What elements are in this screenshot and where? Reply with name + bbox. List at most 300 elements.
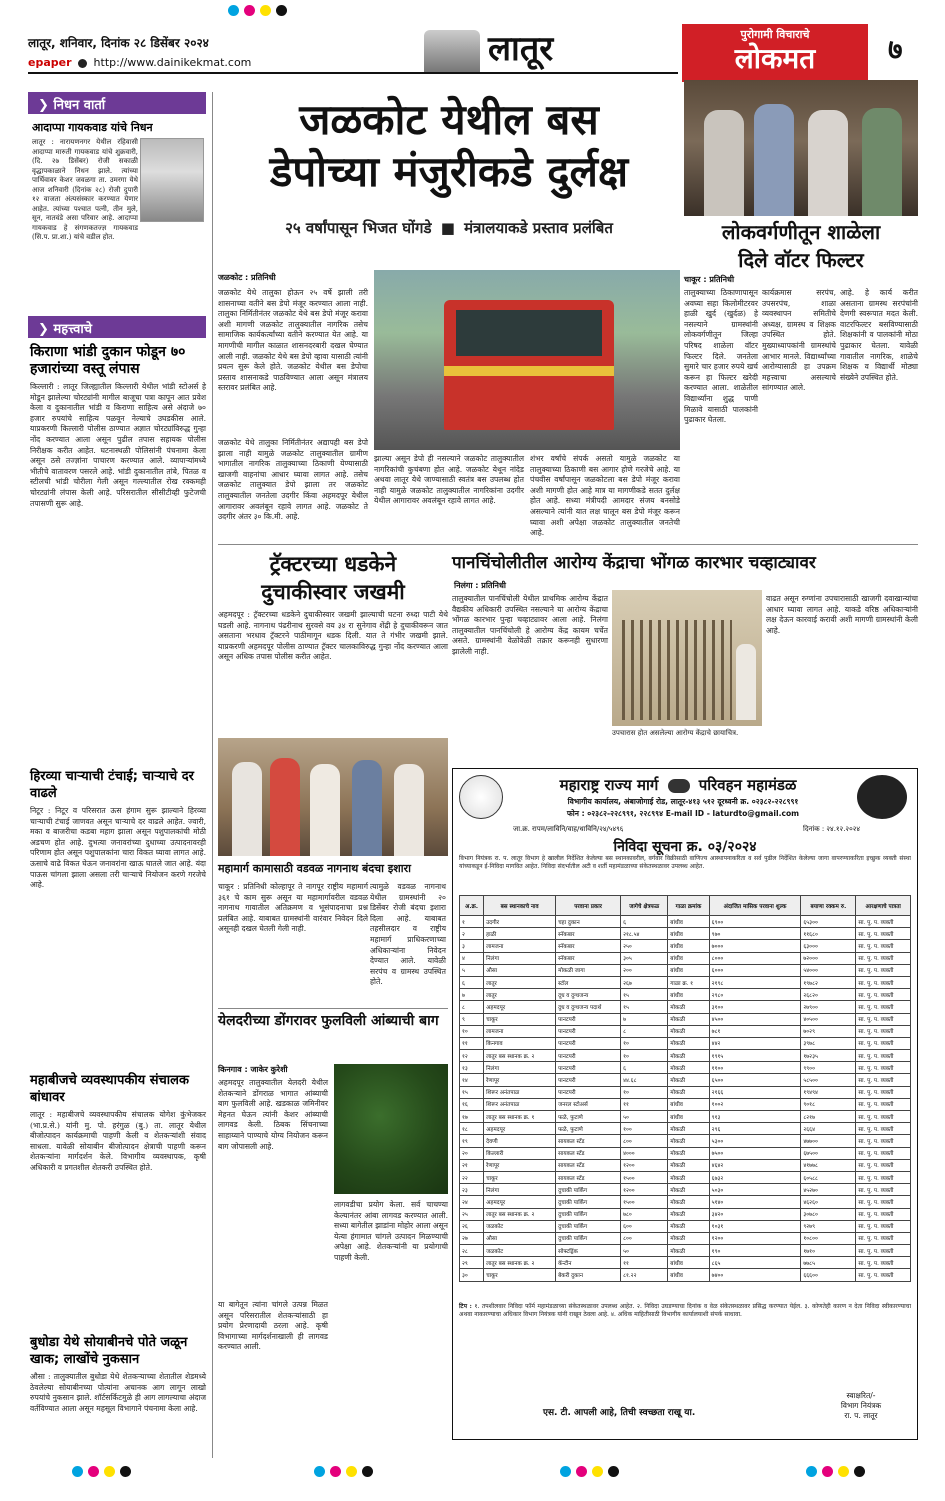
table-cell: पानटपरी <box>556 1086 621 1098</box>
table-cell: अहमदपूर <box>484 1001 556 1013</box>
table-header-cell: अ.क्र. <box>460 896 484 916</box>
table-cell: मोकळी <box>668 1001 709 1013</box>
obituary-tag-label: निधन वार्ता <box>53 98 106 113</box>
table-cell: सा. पु. प. व्यक्ती <box>856 1232 911 1244</box>
section-title: लातूर <box>488 29 554 69</box>
table-cell: १३ <box>460 1062 484 1074</box>
highway-photo <box>218 738 448 856</box>
table-cell: २६ <box>460 1220 484 1232</box>
sign-line-2: विभाग नियंत्रक <box>840 1401 882 1410</box>
table-cell: मोकळी <box>668 1208 709 1220</box>
table-cell: ७०२९ <box>801 1025 856 1037</box>
people-shape <box>394 764 424 856</box>
table-cell: किल्लारी <box>484 1147 556 1159</box>
table-cell: देवणी <box>484 1135 556 1147</box>
health-body-a: तालुक्यातील पानचिंचोली येथील प्राथमिक आरोग्य केंद्रात वैद्यकीय अधिकारी उपस्थित नसल्याने या आरोग्य केंद्राचा भोंगळ कारभार पुन्हा चव्हाट्यावर आला आहे. निलंगा तालुक्यातील पानचिंचोली हे आरोग्य केंद्र कायम चर्चेत असते. ग्रामस्थांनी वेळोवेळी तक्रार करूनही सुधारणा झालेली नाही. <box>452 594 608 656</box>
table-cell: स्टॉल <box>556 976 621 988</box>
table-cell: सा. पु. प. व्यक्ती <box>856 1050 911 1062</box>
table-cell: सा. पु. प. व्यक्ती <box>856 1171 911 1183</box>
table-cell: फळे, फुटाणे <box>556 1123 621 1135</box>
chevron-icon: ❯ <box>38 322 49 337</box>
table-row <box>460 1062 911 1074</box>
table-cell: उदगीर <box>484 916 556 928</box>
table-cell: ८ <box>621 1025 668 1037</box>
table-cell: १५ <box>460 1086 484 1098</box>
table-cell: हाळी <box>484 928 556 940</box>
yellow-dot <box>260 5 271 16</box>
table-cell: ७००० <box>709 940 801 952</box>
table-cell: बांधीव <box>668 964 709 976</box>
table-cell: ८२१७ <box>801 1111 856 1123</box>
table-cell: जनरल स्टोअर्स <box>556 1098 621 1110</box>
yellow-dot <box>346 1466 357 1477</box>
table-cell: मोकळी <box>668 1062 709 1074</box>
table-cell: १० <box>621 1086 668 1098</box>
news1-title: किराणा भांडी दुकान फोडून ७० हजारांच्या वस्तू लंपास <box>30 344 186 377</box>
table-cell: ७४०० <box>709 1269 801 1281</box>
table-cell: सा. पु. प. व्यक्ती <box>856 1086 911 1098</box>
table-cell: स्नॅकबार <box>556 940 621 952</box>
section-rule <box>218 544 918 545</box>
tender-table-wrap <box>459 895 911 1282</box>
brand-box <box>682 24 868 82</box>
table-cell: निलंगा <box>484 1184 556 1196</box>
important-tag <box>28 316 206 338</box>
water-byline: चाकूर : प्रतिनिधी <box>684 275 735 284</box>
table-cell: पानटपरी <box>556 1062 621 1074</box>
table-cell: ६ <box>621 1062 668 1074</box>
table-row <box>460 1220 911 1232</box>
table-cell: ९ <box>460 1013 484 1025</box>
deck-separator: ■ <box>440 219 455 237</box>
mango-body-c: लागवडीचा प्रयोग केला. सर्व चाचण्या केल्यानंतर आंबा लागवड करण्यात आली. सध्या बागेतील झाडांना मोहोर आला असून येत्या हंगामात चांगले उत्पादन मिळण्याची अपेक्षा आहे. शेतकऱ्यांनी या प्रयोगाची पाहणी केली. <box>334 1200 449 1262</box>
table-cell: २१८.५४ <box>621 928 668 940</box>
table-row <box>460 1232 911 1244</box>
people-shape <box>754 104 794 216</box>
table-cell: ३ <box>460 940 484 952</box>
table-cell: मोकळी जागा <box>556 964 621 976</box>
table-cell: सा. पु. प. व्यक्ती <box>856 1147 911 1159</box>
table-cell: अहमदपूर <box>484 1196 556 1208</box>
table-cell: ११०० <box>709 1062 801 1074</box>
table-cell: १९७८२ <box>801 976 856 988</box>
table-cell: मोकळी <box>668 1123 709 1135</box>
table-header-cell: बयाणा रक्कम रु. <box>801 896 856 916</box>
table-cell: २१ <box>460 1159 484 1171</box>
tender-motto: एस. टी. आपली आहे, तिची स्वच्छता राखू या. <box>543 1408 696 1418</box>
table-cell: १०८०० <box>801 1232 856 1244</box>
table-cell: ९०१८ <box>801 1098 856 1110</box>
table-cell: बांधीव <box>668 1257 709 1269</box>
table-cell: अहमदपूर <box>484 1123 556 1135</box>
table-cell: ८ <box>460 1001 484 1013</box>
table-cell: २५० <box>621 940 668 952</box>
bus-deck-1: २५ वर्षांपासून भिजत घोंगडे <box>285 219 432 237</box>
table-cell: लातूर बस स्थानक क्र. १ <box>484 1111 556 1123</box>
table-cell: १७२३५ <box>801 1050 856 1062</box>
table-cell: निलंगा <box>484 952 556 964</box>
table-cell: बांधीव <box>668 928 709 940</box>
table-cell: १२ <box>460 1050 484 1062</box>
table-cell: सायकल स्टँड <box>556 1159 621 1171</box>
table-row <box>460 1196 911 1208</box>
table-row <box>460 1037 911 1049</box>
table-cell: सायकल स्टँड <box>556 1171 621 1183</box>
table-cell: ६७३२ <box>709 1171 801 1183</box>
table-row <box>460 989 911 1001</box>
table-cell: स्नॅकबार <box>556 928 621 940</box>
table-cell: चहा दुकान <box>556 916 621 928</box>
registration-marks-bottom <box>0 1462 945 1492</box>
table-cell: सा. पु. प. व्यक्ती <box>856 1111 911 1123</box>
table-cell: ५३०० <box>709 1135 801 1147</box>
table-cell: ९१३ <box>709 1111 801 1123</box>
cyan-dot <box>72 1466 83 1477</box>
bus-photo <box>374 270 680 450</box>
bus-stripe <box>444 366 614 376</box>
table-cell: सा. पु. प. व्यक्ती <box>856 1098 911 1110</box>
mango-orchard-photo <box>334 1064 448 1194</box>
water-body-a: तालुक्याच्या ठिकाणापासून अवघ्या सहा किलोमीटरवर हाळी खुर्द (खुर्दळ) हे नसल्याने ग्रामस्थांनी लोकवर्गणीतून जिल्हा परिषद शाळेला वॉटर फिल्टर दिले. जनतेला सुमारे चार हजार रुपये खर्च करून हा फिल्टर खरेदी करण्यात आला. शाळेतील विद्यार्थ्यांना शुद्ध पाणी मिळावे यासाठी पालकांनी पुढाकार घेतला. <box>684 288 758 425</box>
registration-marks-top <box>0 0 945 20</box>
table-cell: २९ <box>460 1257 484 1269</box>
table-cell: सा. पु. प. व्यक्ती <box>856 976 911 988</box>
table-cell: पानटपरी <box>556 1074 621 1086</box>
magenta-dot <box>330 1466 341 1477</box>
table-cell: दुचाकी पार्किंग <box>556 1220 621 1232</box>
page-number: ७ <box>888 33 903 66</box>
yellow-dot <box>838 1466 849 1477</box>
table-cell: २६६४ <box>801 1123 856 1135</box>
table-cell: सोफ्टड्रिंक <box>556 1245 621 1257</box>
table-cell: १ <box>460 916 484 928</box>
table-cell: १० <box>621 1037 668 1049</box>
table-cell: किनगाव <box>484 1037 556 1049</box>
water-headline-2: दिले वॉटर फिल्टर <box>738 248 864 272</box>
table-cell: ६५०० <box>709 1074 801 1086</box>
table-cell: १५ <box>621 1001 668 1013</box>
table-cell: ९७० <box>709 928 801 940</box>
table-cell: कॅन्टीन <box>556 1257 621 1269</box>
table-cell: २३ <box>460 1184 484 1196</box>
bus-deck <box>218 218 680 238</box>
epaper-label <box>28 56 251 69</box>
health-byline: निलंगा : प्रतिनिधी <box>454 581 506 590</box>
tender-org <box>513 775 843 795</box>
table-cell: सा. पु. प. व्यक्ती <box>856 989 911 1001</box>
table-cell: २०० <box>621 964 668 976</box>
table-cell: सा. पु. प. व्यक्ती <box>856 916 911 928</box>
news2-body: निटूर : निटूर व परिसरात ऊस हंगाम सुरू झाल्याने हिरव्या चाऱ्याची टंचाई जाणवत असून चाऱ्याचे दर वाढले आहेत. ज्वारी, मका व बाजरीचा कडबा महाग झाला असून पशुपालकांची मोठी अडचण होत आहे. दुभत्या जनावरांच्या दुधाच्या उत्पादनावरही परिणाम होत असून पशुपालकांना चारा विकत घ्यावा लागत आहे. ऊसाचे वाढे विकत घेऊन जनावरांना खाऊ घातले जात आहे. यंदा पाऊस चांगला झाला असला तरी चाऱ्याचे नियोजन करणे गरजेचे आहे. <box>30 806 206 890</box>
table-cell: दुध व दुग्धजन्य पदार्थ <box>556 1001 621 1013</box>
sign-line-3: रा. प. लातूर <box>844 1411 878 1420</box>
table-cell: ३४२० <box>709 1208 801 1220</box>
tender-title: निविदा सूचना क्र. ०३/२०२४ <box>613 839 757 855</box>
table-cell: बांधीव <box>668 940 709 952</box>
news2-title: हिरव्या चाऱ्याची टंचाई; चाऱ्याचे दर वाढले <box>30 769 194 801</box>
table-cell: १००२ <box>709 1098 801 1110</box>
table-cell: मोकळी <box>668 1086 709 1098</box>
table-cell: १९ <box>460 1135 484 1147</box>
table-cell: बांधीव <box>668 1269 709 1281</box>
table-cell: ६०५८८ <box>801 1171 856 1183</box>
people-shape <box>808 110 848 216</box>
table-cell: ५० <box>621 1111 668 1123</box>
table-cell: ८६५ <box>709 1257 801 1269</box>
table-row <box>460 1184 911 1196</box>
table-header-cell: परवाना प्रकार <box>556 896 621 916</box>
table-row <box>460 1123 911 1135</box>
table-cell: सायकल स्टँड <box>556 1147 621 1159</box>
table-cell: ७२००० <box>801 952 856 964</box>
table-cell: २२ <box>460 1171 484 1183</box>
table-cell: ६ <box>460 976 484 988</box>
table-row <box>460 1245 911 1257</box>
table-cell: १० <box>460 1025 484 1037</box>
table-row <box>460 1050 911 1062</box>
black-dot <box>120 1466 131 1477</box>
obituary-photo <box>140 138 204 222</box>
table-cell: २ <box>460 928 484 940</box>
table-cell: गाळा क्र. १ <box>668 976 709 988</box>
tractor-headline-2: दुचाकीस्वार जखमी <box>261 579 405 604</box>
highway-body-b: त्यामुळे वडवळ नागनाथ येथील ग्रामस्थांनी २० डिसेंबर रोजी बंदचा इशारा दिला आहे. याबाबत तहसीलदार व राष्ट्रीय महामार्ग प्राधिकरणाच्या अधिकाऱ्यांना निवेदन देण्यात आले. यावेळी सरपंच व ग्रामस्थ उपस्थित होते. <box>370 882 446 987</box>
table-cell: ८०० <box>621 1135 668 1147</box>
table-cell: ४०५०० <box>801 1013 856 1025</box>
table-header-cell: बस स्थानकाचे नाव <box>484 896 556 916</box>
table-cell: ३०७८० <box>801 1208 856 1220</box>
table-cell: २९६ <box>709 1123 801 1135</box>
table-cell: फळे, फुटाणे <box>556 1111 621 1123</box>
magenta-dot <box>88 1466 99 1477</box>
table-row <box>460 1257 911 1269</box>
table-cell: बांधीव <box>668 952 709 964</box>
notes-body: १. तपशीलवार निविदा फॉर्म महामंडळाच्या संकेतस्थळावर उपलब्ध आहेत. २. निविदा उघडण्याचा दिनांक व वेळ संकेतस्थळावर प्रसिद्ध करण्यात येईल. ३. कोणतेही कारण न देता निविदा स्वीकारण्याचा अथवा नाकारण्याचा अधिकार विभाग नियंत्रक यांनी राखून ठेवला आहे. ४. अधिक माहितीसाठी विभागीय कार्यालयाशी संपर्क साधावा. <box>459 1303 911 1318</box>
site-url[interactable]: http://www.dainikekmat.com <box>93 56 252 69</box>
table-cell: ४००० <box>621 1147 668 1159</box>
dateline: लातूर, शनिवार, दिनांक २८ डिसेंबर २०२४ <box>28 36 209 50</box>
table-cell: १२०० <box>621 1159 668 1171</box>
highway-headline: महामार्ग कामासाठी वडवळ नागनाथ बंदचा इशारा <box>218 862 411 875</box>
table-row <box>460 1171 911 1183</box>
table-cell: बांधीव <box>668 1111 709 1123</box>
left-column <box>28 92 206 1458</box>
people-shape <box>352 760 382 856</box>
table-cell: जळकोट <box>484 1220 556 1232</box>
table-cell: ५० <box>621 1245 668 1257</box>
health-caption: उपचारास होत असलेल्या आरोग्य केंद्राचे छायाचित्र. <box>612 729 739 737</box>
table-cell: ३०५ <box>621 952 668 964</box>
table-cell: लामजना <box>484 1025 556 1037</box>
table-cell: सा. पु. प. व्यक्ती <box>856 1184 911 1196</box>
mango-body-a: अहमदपूर तालुक्यातील येलदरी येथील शेतकऱ्याने डोंगराळ भागात आंब्याची बाग फुलविली आहे. खडकाळ जमिनीवर मेहनत घेऊन त्यांनी केशर आंब्याची लागवड केली. ठिबक सिंचनाच्या साहाय्याने पाण्याचे योग्य नियोजन करून बाग जोपासली आहे. <box>218 1078 328 1151</box>
table-cell: २५ <box>460 1208 484 1220</box>
table-cell: चाकूर <box>484 1013 556 1025</box>
table-cell: मोकळी <box>668 1147 709 1159</box>
highway-body-a: चाकूर : प्रतिनिधी कोल्हापूर ते नागपूर राष्ट्रीय महामार्ग ३६१ चे काम सुरू असून या महामार्गावरील वडवळ नागनाथ गावातील अतिक्रमण व भूसंपादनाचा प्रश्न प्रलंबित आहे. याबाबत ग्रामस्थांनी वारंवार निवेदन दिले असूनही दखल घेतली गेली नाही. <box>218 882 368 934</box>
table-cell: बेकरी दुकान <box>556 1269 621 1281</box>
table-cell: १४ <box>460 1074 484 1086</box>
table-row <box>460 1269 911 1281</box>
health-centre-photo <box>612 590 762 726</box>
table-cell: १० <box>621 1050 668 1062</box>
table-cell: ५१४० <box>709 1196 801 1208</box>
table-cell: सा. पु. प. व्यक्ती <box>856 1062 911 1074</box>
left-divider <box>212 92 213 1458</box>
bus-deck-2: मंत्रालयाकडे प्रस्ताव प्रलंबित <box>464 219 613 237</box>
table-cell: २८ <box>460 1245 484 1257</box>
table-row <box>460 1001 911 1013</box>
black-dot <box>276 5 287 16</box>
tender-date: दिनांक : २४.१२.२०२४ <box>803 825 860 833</box>
bus-body-a: जळकोट येथे तालुका होऊन २५ वर्षे झाली तरी शासनाच्या वतीने बस डेपो मंजूर करण्यात आला नाही. तालुका निर्मितीनंतर जळकोट येथे बस डेपो मंजूर करावा अशी मागणी जळकोट तालुक्यातील नागरिक तसेच सामाजिक कार्यकर्त्यांच्या वतीने करण्यात येत आहे. या मागणीची मागील काळात शासनदरबारी दखल घेण्यात आली नाही. जळकोट येथे बस डेपो व्हावा यासाठी त्यांनी प्रयत्न सुरू केले होते. जळकोट येथील बस डेपोचा प्रस्ताव शासनाकडे पाठविण्यात आला असून मंत्रालय स्तरावर प्रलंबित आहे. <box>218 288 368 393</box>
table-header-cell: अंदाजित मासिक परवाना शुल्क <box>709 896 801 916</box>
news4-body: औसा : तालुक्यातील बुधोडा येथे शेतकऱ्याच्या शेतातील शेडमध्ये ठेवलेल्या सोयाबीनच्या पोत्यांना अचानक आग लागून लाखो रुपयांचे नुकसान झाले. शॉर्टसर्किटमुळे ही आग लागल्याचा अंदाज वर्तविण्यात आला असून महसूल विभागाने पंचनामा केला आहे. <box>30 1372 206 1413</box>
yellow-dot <box>592 1466 603 1477</box>
table-cell: सा. पु. प. व्यक्ती <box>856 1025 911 1037</box>
brand-tagline: पुरोगामी विचाराचे <box>740 28 810 41</box>
table-cell: ८१.२२ <box>621 1269 668 1281</box>
table-cell: १५०० <box>621 1196 668 1208</box>
cyan-dot <box>314 1466 325 1477</box>
bus-body-c: झाल्या असून डेपो ही नसल्याने जळकोट तालुक्यातील नागरिकांची कुचंबणा होत आहे. जळकोट येथून नांदेड अथवा लातूर येथे जाण्यासाठी स्वतंत्र बस उपलब्ध होत नाही यामुळे जळकोट तालुक्यातील नागरिकांना उदगीर येथील आगारावर अवलंबून रहावे लागत आहे. <box>374 454 524 506</box>
bus-headline-1: जळकोट येथील बस <box>299 95 599 144</box>
table-cell: १७ <box>460 1111 484 1123</box>
globe-icon <box>78 59 87 68</box>
table-cell: ४५०० <box>709 1013 801 1025</box>
table-cell: मोकळी <box>668 1159 709 1171</box>
table-cell: २७ <box>460 1232 484 1244</box>
table-cell: ६३००० <box>801 940 856 952</box>
table-cell: सा. पु. प. व्यक्ती <box>856 1037 911 1049</box>
table-row <box>460 1147 911 1159</box>
st-emblem-icon <box>668 779 690 793</box>
table-cell: मोकळी <box>668 1171 709 1183</box>
masthead-rule <box>28 72 678 74</box>
table-cell: २६७ <box>621 976 668 988</box>
table-cell: सा. पु. प. व्यक्ती <box>856 1220 911 1232</box>
table-cell: ११ <box>621 1257 668 1269</box>
table-row <box>460 1135 911 1147</box>
table-cell: ७८१ <box>709 1025 801 1037</box>
news3-body: लातूर : महाबीजचे व्यवस्थापकीय संचालक योगेश कुंभेजकर (भा.प्र.से.) यांनी मु. पो. हरंगुळ (बु.) ता. लातूर येथील बीजोत्पादन कार्यक्रमाची पाहणी केली व शेतकऱ्यांशी संवाद साधला. यावेळी सोयाबीन बीजोत्पादन क्षेत्राची पाहणी करून शेतकऱ्यांना मार्गदर्शन केले. विभागीय व्यवस्थापक, कृषी अधिकारी व प्रगतशील शेतकरी उपस्थित होते. <box>30 1110 206 1172</box>
table-cell: मोकळी <box>668 1074 709 1086</box>
tractor-body: अहमदपूर : ट्रॅक्टरच्या धडकेने दुचाकीस्वार जखमी झाल्याची घटना रुध्दा पाटी येथे घडली आहे. नागनाथ पंढरीनाथ सुरवसे वय ३४ रा सुनेगाव शेंद्री हे दुचाकीवरून जात असताना भरधाव ट्रॅक्टरने पाठीमागून धडक दिली. यात ते गंभीर जखमी झाले. याप्रकरणी अहमदपूर पोलीस ठाण्यात ट्रॅक्टर चालकाविरुद्ध गुन्हा नोंद करण्यात आला असून अधिक तपास पोलीस करीत आहेत. <box>218 610 448 662</box>
table-cell: ७७८५ <box>801 1257 856 1269</box>
table-cell: ११ <box>460 1037 484 1049</box>
table-cell: ७ <box>621 1013 668 1025</box>
table-cell: ६ <box>621 916 668 928</box>
table-row <box>460 976 911 988</box>
table-cell: ४४२ <box>709 1037 801 1049</box>
table-cell: सा. पु. प. व्यक्ती <box>856 1001 911 1013</box>
magenta-dot <box>244 5 255 16</box>
table-cell: ८००० <box>709 952 801 964</box>
table-cell: ६०० <box>621 1220 668 1232</box>
obituary-title: आदाप्पा गायकवाड यांचे निधन <box>32 121 153 134</box>
table-row <box>460 928 911 940</box>
table-cell: दूध व दुग्धजन्य <box>556 989 621 1001</box>
table-cell: सा. पु. प. व्यक्ती <box>856 940 911 952</box>
news1-body: किल्लारी : लातूर जिल्ह्यातील किल्लारी येथील भांडी स्टोअर्स हे मोडून झालेल्या चोरट्यांनी मागील बाजूचा पत्रा कापून आत प्रवेश केला व दुकानातील भांडी व किराणा साहित्य असे अंदाजे ७० हजार रुपयांचे साहित्य पळवून नेल्याचे उघडकीस आले. याप्रकरणी किल्लारी पोलीस ठाण्यात अज्ञात चोरट्यांविरुद्ध गुन्हा नोंद करण्यात आला असून पुढील तपास सहायक पोलीस निरीक्षक करीत आहेत. घटनास्थळी पोलिसांनी पंचनामा केला असून ठसे तज्ज्ञांना पाचारण करण्यात आले. व्यापाऱ्यांमध्ये भीतीचे वातावरण पसरले आहे. भांडी दुकानातील तांबे, पितळ व स्टीलची भांडी चोरीला गेली असून गल्ल्यातील रोख रक्कमही चोरट्यांनी लंपास केली आहे. परिसरातील सीसीटीव्ही फुटेजची तपासणी सुरू आहे. <box>30 382 206 508</box>
table-row <box>460 1098 911 1110</box>
table-cell: मोकळी <box>668 1050 709 1062</box>
table-cell: सा. पु. प. व्यक्ती <box>856 1013 911 1025</box>
table-cell: शिरूर अनंतपाळ <box>484 1098 556 1110</box>
table-cell: लातूर बस स्थानक क्र. २ <box>484 1208 556 1220</box>
table-cell: १२०० <box>621 1184 668 1196</box>
table-cell: सा. पु. प. व्यक्ती <box>856 1159 911 1171</box>
table-row <box>460 964 911 976</box>
table-row <box>460 1159 911 1171</box>
table-cell: ७५०० <box>709 1147 801 1159</box>
table-cell: पानटपरी <box>556 1013 621 1025</box>
table-cell: सा. पु. प. व्यक्ती <box>856 1123 911 1135</box>
water-body-b: कार्यक्रमास सरपंच, उपसरपंच, शाळा व्यवस्थापन समितीचे अध्यक्ष, ग्रामस्थ व शिक्षक उपस्थित होते. मुख्याध्यापकांनी ग्रामस्थांचे आभार मानले. विद्यार्थ्यांच्या आरोग्यासाठी हा उपक्रम महत्त्वाचा असल्याचे सांगण्यात आले. <box>762 288 836 393</box>
tender-signature <box>813 1391 909 1421</box>
table-cell: १६ <box>460 1098 484 1110</box>
table-cell: १७१० <box>801 1245 856 1257</box>
table-cell: दुचाकी पार्किंग <box>556 1184 621 1196</box>
sign-line-1: स्वाक्षरित/- <box>846 1391 876 1400</box>
table-cell: ५४००० <box>801 964 856 976</box>
table-cell: ४७७०० <box>801 1135 856 1147</box>
table-cell: ६००० <box>709 964 801 976</box>
table-cell: ३९७८ <box>801 1037 856 1049</box>
table-row <box>460 1025 911 1037</box>
table-cell: ९२७९ <box>801 1220 856 1232</box>
obituary-body-cont <box>32 224 204 300</box>
org-left: महाराष्ट्र राज्य मार्ग <box>559 776 659 794</box>
table-cell: लामजना <box>484 940 556 952</box>
table-cell: चाकूर <box>484 1269 556 1281</box>
cyan-dot <box>806 1466 817 1477</box>
black-dot <box>854 1466 865 1477</box>
table-cell: १०३१ <box>709 1220 801 1232</box>
brand-logo: लोकमत <box>734 42 816 75</box>
black-dot <box>608 1466 619 1477</box>
table-header-row <box>460 896 911 916</box>
table-cell: २१९८ <box>709 976 801 988</box>
table-cell: १२०० <box>709 1232 801 1244</box>
chevron-icon: ❯ <box>38 98 49 113</box>
table-cell: सा. पु. प. व्यक्ती <box>856 1245 911 1257</box>
table-cell: ४६२६० <box>801 1196 856 1208</box>
table-cell: मोकळी <box>668 1232 709 1244</box>
table-body <box>460 916 911 1282</box>
table-row <box>460 952 911 964</box>
table-cell: लातूर <box>484 989 556 1001</box>
bus-windshield <box>456 310 602 356</box>
table-cell: ६९०० <box>709 916 801 928</box>
table-cell: ११ <box>621 1098 668 1110</box>
mango-body-b: या बागेतून त्यांना चांगले उत्पन्न मिळत असून परिसरातील शेतकऱ्यांसाठी हा प्रयोग प्रेरणादायी ठरला आहे. कृषी विभागाच्या मार्गदर्शनाखाली ही लागवड करण्यात आली. <box>218 1300 328 1352</box>
table-cell: निलंगा <box>484 1062 556 1074</box>
table-row <box>460 1111 911 1123</box>
table-cell: ६५३०० <box>801 916 856 928</box>
table-cell: सा. पु. प. व्यक्ती <box>856 1074 911 1086</box>
table-cell: ७८० <box>621 1208 668 1220</box>
table-cell: औसा <box>484 1232 556 1244</box>
table-cell: मोकळी <box>668 1025 709 1037</box>
org-right: परिवहन महामंडळ <box>698 776 797 794</box>
table-cell: स्नॅकबार <box>556 952 621 964</box>
msrtc-brand-icon <box>857 775 907 819</box>
tender-table <box>459 895 911 1282</box>
table-cell: सा. पु. प. व्यक्ती <box>856 1208 911 1220</box>
table-cell: जळकोट <box>484 1245 556 1257</box>
table-cell: बांधीव <box>668 989 709 1001</box>
